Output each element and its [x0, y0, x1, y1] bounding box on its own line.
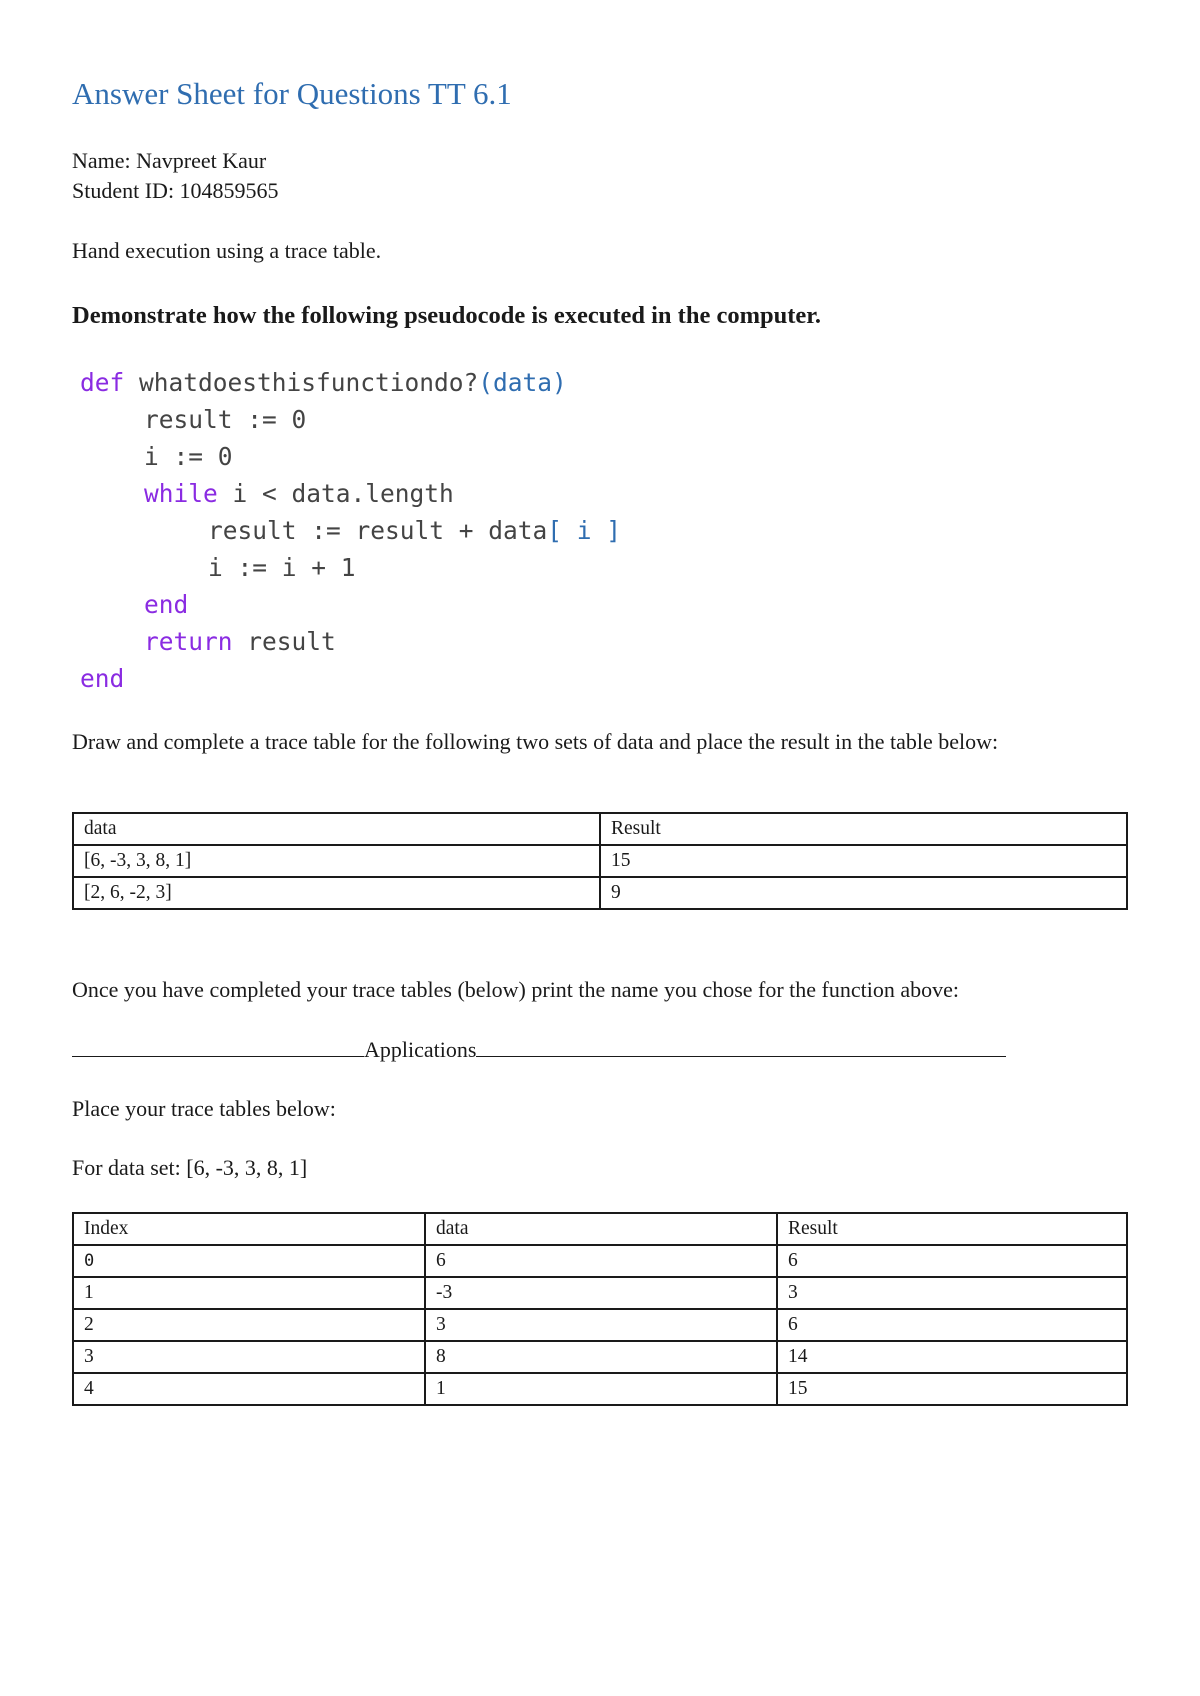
table-header-row [73, 1213, 1127, 1245]
table-cell: [2, 6, -2, 3] [73, 877, 600, 909]
trace-tables-prompt: Place your trace tables below: [72, 1096, 336, 1121]
student-name: Name: Navpreet Kaur [72, 148, 267, 173]
table-row [73, 1373, 1127, 1405]
table-cell: 2 [73, 1309, 425, 1341]
code-line-3 [144, 438, 233, 475]
code-keyword: while [144, 479, 218, 508]
code-text: result := result + data [208, 516, 548, 545]
table-row [73, 1341, 1127, 1373]
table-header-cell: Index [73, 1213, 425, 1245]
code-keyword: end [80, 664, 125, 693]
table-cell: [6, -3, 3, 8, 1] [73, 845, 600, 877]
table-header-row [73, 813, 1127, 845]
trace-table [72, 1212, 1128, 1406]
table-cell: 15 [600, 845, 1127, 877]
table-header-cell: Result [600, 813, 1127, 845]
table-cell: 1 [73, 1277, 425, 1309]
table-cell: 1 [425, 1373, 777, 1405]
table-cell: 3 [777, 1277, 1127, 1309]
intro-text: Hand execution using a trace table. [72, 238, 382, 263]
table-cell: 6 [425, 1245, 777, 1277]
function-name: Applications [364, 1037, 477, 1062]
code-function-name: whatdoesthisfunctiondo? [124, 368, 479, 397]
table-cell: 3 [73, 1341, 425, 1373]
code-text: i < data.length [217, 479, 454, 508]
code-line-7 [144, 586, 188, 623]
table-row [73, 845, 1127, 877]
code-text: result := 0 [144, 405, 307, 434]
table-header-cell: data [73, 813, 600, 845]
table-row [73, 1245, 1127, 1277]
table-cell: -3 [425, 1277, 777, 1309]
answer-underline [72, 1036, 364, 1057]
question-heading: Demonstrate how the following pseudocode is executed in the computer. [72, 302, 822, 329]
table-cell: 15 [777, 1373, 1127, 1405]
table-cell: 0 [73, 1245, 425, 1277]
table-row [73, 1277, 1127, 1309]
summary-table [72, 812, 1128, 910]
table-cell: 6 [777, 1245, 1127, 1277]
code-line-8 [144, 623, 336, 660]
table-cell: 8 [425, 1341, 777, 1373]
code-keyword: def [80, 368, 125, 397]
table-cell: 9 [600, 877, 1127, 909]
answer-underline [476, 1036, 1006, 1057]
table-row [73, 1309, 1127, 1341]
code-text: i := 0 [144, 442, 233, 471]
code-line-1 [80, 364, 567, 401]
page-title: Answer Sheet for Questions TT 6.1 [72, 76, 512, 111]
table-cell: 6 [777, 1309, 1127, 1341]
dataset-label: For data set: [6, -3, 3, 8, 1] [72, 1155, 308, 1180]
code-line-6 [208, 549, 356, 586]
table-header-cell: data [425, 1213, 777, 1245]
code-line-2 [144, 401, 306, 438]
student-id: Student ID: 104859565 [72, 178, 279, 203]
table-row [73, 877, 1127, 909]
code-parameters: (data) [478, 368, 567, 397]
instruction-text: Draw and complete a trace table for the following two sets of data and place the result in the table below: [72, 729, 999, 754]
code-keyword: return [144, 627, 233, 656]
function-name-answer [72, 1036, 1006, 1063]
code-line-9 [80, 660, 124, 697]
function-name-prompt: Once you have completed your trace tables (below) print the name you chose for the function above: [72, 977, 960, 1002]
table-header-cell: Result [777, 1213, 1127, 1245]
table-cell: 4 [73, 1373, 425, 1405]
code-line-5 [208, 512, 621, 549]
code-line-4 [144, 475, 454, 512]
table-cell: 14 [777, 1341, 1127, 1373]
code-text: i := i + 1 [208, 553, 356, 582]
table-cell: 3 [425, 1309, 777, 1341]
code-text: result [232, 627, 336, 656]
code-index: [ i ] [547, 516, 622, 545]
code-keyword: end [144, 590, 189, 619]
